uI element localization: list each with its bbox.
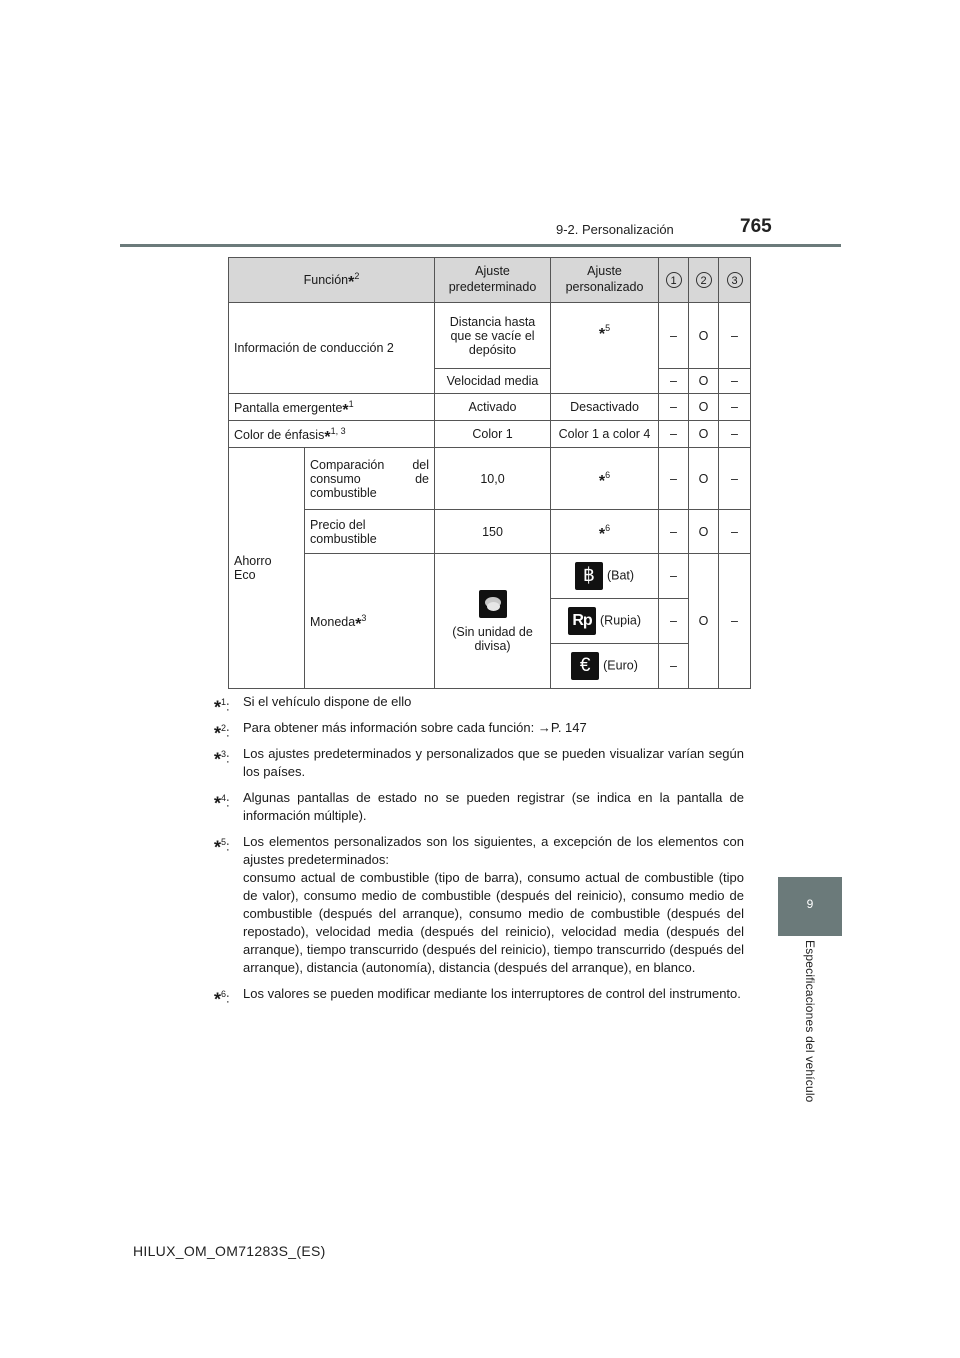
row-info2-default1: Distancia hasta que se vacíe el depósito (435, 303, 551, 369)
settings-table (228, 257, 751, 689)
footnote-marker: *$^6$: (214, 989, 230, 1010)
row-popup-custom: Desactivado (551, 394, 659, 421)
table-row (229, 554, 751, 599)
header-funcion-note: 2 (354, 271, 360, 282)
header-divider (120, 244, 841, 247)
chapter-title: Especificaciones del vehículo (803, 940, 817, 1103)
footnote-marker: *$^5$: (214, 837, 230, 858)
footnote-text: Si el vehículo dispone de ello (243, 694, 412, 709)
note-star: * (348, 274, 355, 292)
footnote-marker: *$^1$: (214, 697, 230, 718)
row-accent-default: Color 1 (435, 421, 551, 448)
cell-c3: – (719, 554, 751, 689)
row-accent-custom: Color 1 a color 4 (551, 421, 659, 448)
row-info2-custom-note: 5 (605, 323, 611, 333)
row-popup-label (229, 394, 435, 421)
cell-c1: – (659, 369, 689, 394)
cell-c3: – (719, 510, 751, 554)
cell-c3: – (719, 421, 751, 448)
row-info2-default2: Velocidad media (435, 369, 551, 394)
footnote (214, 789, 744, 825)
cell-c1: – (659, 510, 689, 554)
cell-c2: O (689, 510, 719, 554)
footnotes (214, 693, 744, 1011)
cell-c1: – (659, 394, 689, 421)
row-info2-custom (551, 303, 659, 394)
currency-option-label: (Bat) (606, 568, 635, 583)
table-header-row (229, 258, 751, 303)
row-fuel-cmp-note: 6 (605, 470, 611, 481)
header-custom: Ajuste personalizado (551, 258, 659, 303)
no-currency-coins-icon (479, 590, 507, 618)
cell-c3: – (719, 394, 751, 421)
footnote-marker: *$^3$: (214, 749, 230, 770)
footnote (214, 745, 744, 781)
table-row (229, 303, 751, 369)
cell-c1: – (659, 554, 689, 599)
table-row (229, 448, 751, 510)
footnote-text: Los ajustes predeterminados y personalizados que se pueden visualizar varían según los países. (243, 746, 744, 779)
header-default: Ajuste predeterminado (435, 258, 551, 303)
cell-c2: O (689, 554, 719, 689)
currency-option-label: (Euro) (603, 658, 638, 673)
cell-c2: O (689, 369, 719, 394)
note-star: * (598, 326, 606, 344)
cell-c3: – (719, 448, 751, 510)
row-currency-default (435, 554, 551, 689)
footnote (214, 693, 744, 718)
currency-option-rupia (551, 599, 659, 644)
circled-3: 3 (727, 272, 743, 288)
footnote-text: Los elementos personalizados son los siguientes, a excepción de los elementos con ajustes predeterminados: (243, 834, 744, 867)
table-row (229, 394, 751, 421)
row-accent-label (229, 421, 435, 448)
cell-c2: O (689, 448, 719, 510)
row-currency-default-text: (Sin unidad de divisa) (452, 624, 533, 653)
row-fuel-price-note: 6 (605, 523, 611, 534)
footnote-marker: *$^2$: (214, 723, 230, 744)
row-fuel-cmp-custom (551, 448, 659, 510)
header-funcion-label: Función (303, 273, 349, 288)
row-eco-label (229, 448, 305, 689)
baht-icon: ฿ (575, 562, 603, 590)
currency-option-label: (Rupia) (600, 613, 642, 628)
row-currency-note: 3 (361, 612, 367, 623)
cell-c1: – (659, 448, 689, 510)
rupiah-icon: Rp (568, 607, 596, 635)
header-col2 (689, 258, 719, 303)
footnote-text-list: consumo actual de combustible (tipo de barra), consumo actual de combustible (tipo de valor), consumo medio de combustible (después del reinicio), consumo medio de combustible (después del arranque), consumo medio de combustible (después del repostado), velocidad media (después del reinicio), velocidad media (después del arranque), tiempo transcurrido (después del reinicio), tiempo transcurrido (después del arranque), distancia (autonomía), distancia (después del arranque), en blanco. (243, 870, 744, 975)
footnote-text: Los valores se pueden modificar mediante los interruptores de control del instrumento. (243, 986, 741, 1001)
chapter-tab-number: 9 (806, 897, 814, 911)
currency-option-baht (551, 554, 659, 599)
note-star: * (355, 616, 362, 634)
row-accent-label-text: Color de énfasis (234, 428, 325, 443)
cell-c1: – (659, 303, 689, 369)
row-fuel-cmp-default: 10,0 (435, 448, 551, 510)
row-popup-note: 1 (348, 398, 354, 409)
cell-c2: O (689, 394, 719, 421)
circled-1: 1 (666, 272, 682, 288)
note-star: * (342, 402, 349, 420)
section-title: 9-2. Personalización (556, 222, 674, 237)
footnote (214, 833, 744, 977)
currency-option-euro (551, 644, 659, 689)
document-code: HILUX_OM_OM71283S_(ES) (133, 1243, 326, 1259)
cell-c3: – (719, 303, 751, 369)
note-star: * (324, 429, 331, 447)
page-number: 765 (740, 216, 772, 237)
row-fuel-price-label: Precio del combustible (305, 510, 435, 554)
row-currency-label (305, 554, 435, 689)
row-fuel-price-custom (551, 510, 659, 554)
table-row (229, 510, 751, 554)
circled-2: 2 (696, 272, 712, 288)
cell-c3: – (719, 369, 751, 394)
table-row (229, 421, 751, 448)
footnote-text: Para obtener más información sobre cada función: →P. 147 (243, 720, 587, 735)
cell-c2: O (689, 421, 719, 448)
footnote (214, 719, 744, 744)
row-accent-note: 1, 3 (330, 425, 346, 436)
note-star: * (598, 526, 606, 544)
footnote-marker: *$^4$: (214, 793, 230, 814)
row-popup-default: Activado (435, 394, 551, 421)
row-eco-label-text: Ahorro Eco (234, 554, 272, 582)
header-funcion (229, 258, 435, 303)
row-fuel-cmp-label: Comparación del consumo de combustible (305, 448, 435, 510)
cell-c1: – (659, 421, 689, 448)
cell-c1: – (659, 644, 689, 689)
euro-icon: € (571, 652, 599, 680)
cell-c1: – (659, 599, 689, 644)
header-col1 (659, 258, 689, 303)
row-popup-label-text: Pantalla emergente (234, 401, 343, 416)
note-star: * (598, 473, 606, 491)
footnote-text: Algunas pantallas de estado no se pueden registrar (se indica en la pantalla de información múltiple). (243, 790, 744, 823)
row-fuel-price-default: 150 (435, 510, 551, 554)
chapter-tab (778, 877, 842, 936)
header-col3 (719, 258, 751, 303)
footnote (214, 985, 744, 1010)
cell-c2: O (689, 303, 719, 369)
row-info2-label: Información de conducción 2 (229, 303, 435, 394)
row-currency-label-text: Moneda (310, 615, 356, 630)
